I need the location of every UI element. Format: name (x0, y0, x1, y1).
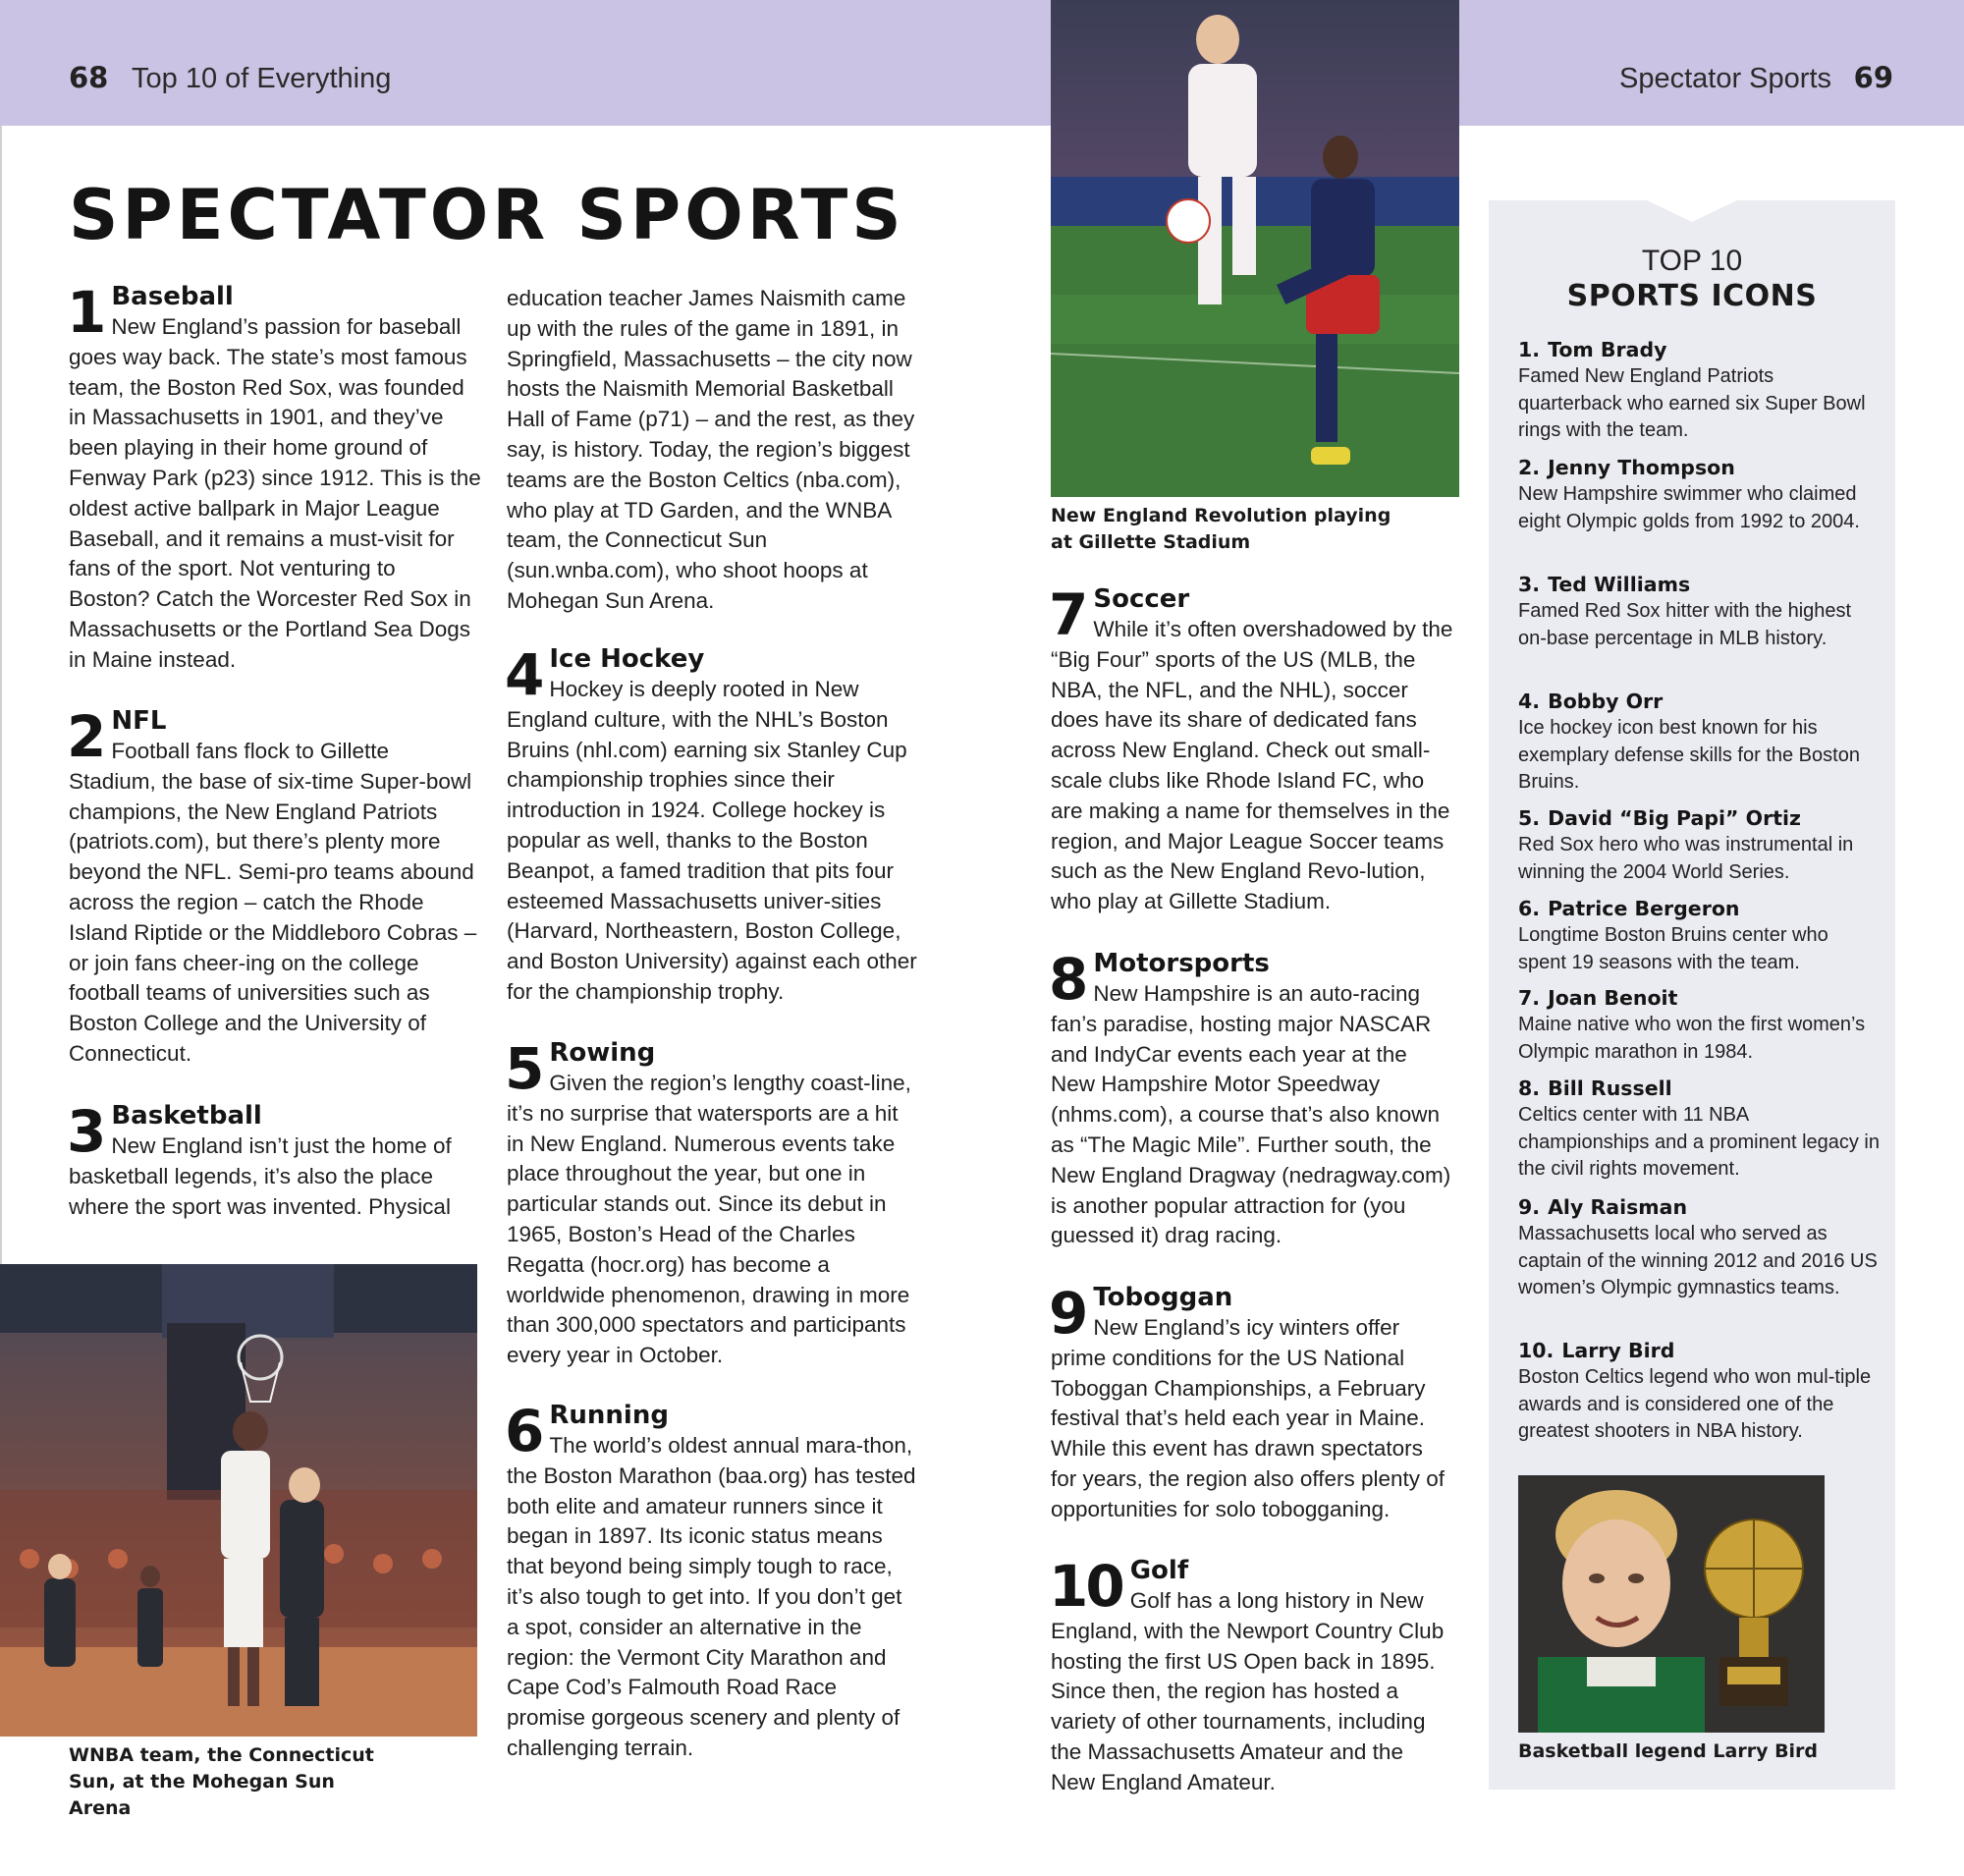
page-number-left: 68 (69, 61, 109, 94)
item-name: Patrice Bergeron (1548, 897, 1740, 920)
entry-number: 3 (67, 1098, 104, 1165)
sidebar-item (1518, 1193, 1882, 1302)
wnba-arena-illustration (0, 1264, 477, 1737)
caption-soccer-photo: New England Revolution playing at Gillette Stadium (1051, 505, 1391, 553)
sidebar-title-line1: TOP 10 (1641, 245, 1743, 277)
entry-text: Football fans flock to Gillette Stadium, the base of six-time Super-bowl champions, the New England Patriots (patriots.com), but there’s plenty more beyond the NFL. Semi-pro teams abound across the region – catch the Rhode Island Riptide or the Middleboro Cobras – or join fans cheer-ing on the college football teams of universities such as Boston College and the University of Connecticut. (69, 739, 477, 1066)
entry-ice-hockey (507, 643, 919, 1008)
caption-wnba-photo: WNBA team, the Connecticut Sun, at the Mohegan Sun Arena (69, 1744, 374, 1819)
sidebar-notch-icon (1643, 198, 1741, 224)
entry-number: 9 (1049, 1280, 1086, 1347)
item-rank: 9. (1518, 1195, 1541, 1219)
entry-heading: Soccer (1093, 584, 1190, 614)
item-rank: 6. (1518, 897, 1541, 920)
sidebar-item (1518, 895, 1882, 976)
entry-number: 6 (505, 1398, 542, 1464)
item-rank: 1. (1518, 338, 1541, 361)
entry-toboggan (1051, 1282, 1453, 1525)
photo-wnba-game (0, 1264, 477, 1737)
sidebar-item (1518, 1075, 1882, 1184)
entry-motorsports (1051, 948, 1453, 1251)
entry-text: Given the region’s lengthy coast-line, it’s no surprise that watersports are a hit in New England. Numerous events take place throughout the year, but one in particular stands out. Since its debut in 1965, Boston’s Head of the Charles Regatta (hocr.org) has become a worldwide phenomenon, drawing in more than 300,000 spectators and participants every year in October. (507, 1071, 911, 1368)
soccer-illustration (1051, 0, 1459, 497)
caption-larry-bird-photo: Basketball legend Larry Bird (1518, 1740, 1819, 1762)
item-name: Joan Benoit (1548, 986, 1678, 1010)
sidebar-item (1518, 571, 1882, 652)
entry-text: While it’s often overshadowed by the “Big Four” sports of the US (MLB, the NBA, the NFL, and the NHL), soccer does have its share of dedicated fans across New England. Check out small-scale clubs like Rhode Island FC, who are making a name for themselves in the region, and Major League Soccer teams such as the New England Revo-lution, who play at Gillette Stadium. (1051, 617, 1453, 914)
entry-soccer (1051, 583, 1453, 917)
item-desc: Longtime Boston Bruins center who spent 19 seasons with the team. (1518, 924, 1828, 973)
entry-heading: Rowing (549, 1038, 656, 1068)
entry-rowing (507, 1037, 919, 1371)
item-rank: 5. (1518, 806, 1541, 830)
entry-baseball (69, 281, 481, 676)
item-name: Larry Bird (1561, 1339, 1675, 1362)
item-name: Aly Raisman (1548, 1195, 1688, 1219)
entry-heading: Baseball (111, 282, 234, 311)
running-head-right: Spectator Sports (1619, 63, 1831, 94)
entry-heading: Motorsports (1093, 949, 1270, 978)
entry-nfl (69, 705, 481, 1070)
entry-heading: Running (549, 1401, 669, 1430)
item-rank: 10. (1518, 1339, 1555, 1362)
page-border-left (0, 126, 2, 1264)
entry-number: 1 (67, 279, 104, 346)
item-rank: 8. (1518, 1076, 1541, 1100)
larry-bird-illustration (1518, 1475, 1825, 1733)
page-number-right: 69 (1853, 61, 1893, 94)
item-desc: New Hampshire swimmer who claimed eight Olympic golds from 1992 to 2004. (1518, 483, 1860, 532)
entry-number: 5 (505, 1035, 542, 1102)
photo-soccer-match (1051, 0, 1459, 497)
entry-number: 2 (67, 703, 104, 770)
item-rank: 2. (1518, 456, 1541, 479)
item-desc: Maine native who won the first women’s Olympic marathon in 1984. (1518, 1014, 1866, 1063)
entry-heading: Golf (1129, 1556, 1189, 1585)
item-name: Bill Russell (1548, 1076, 1672, 1100)
sidebar-item (1518, 336, 1882, 445)
entry-number: 7 (1049, 581, 1086, 648)
entry-number: 8 (1049, 946, 1086, 1013)
entry-text: The world’s oldest annual mara-thon, the Boston Marathon (baa.org) has tested both elite and amateur runners since it began in 1897. Its iconic status means that beyond being simply tough to race, it’s also tough to get into. If you don’t get a spot, consider an alternative in the region: the Vermont City Marathon and Cape Cod’s Falmouth Road Race promise gorgeous scenery and plenty of challenging terrain. (507, 1433, 916, 1760)
item-desc: Ice hockey icon best known for his exemplary defense skills for the Boston Bruins. (1518, 717, 1860, 793)
entry-heading: Toboggan (1093, 1283, 1233, 1312)
sidebar-item (1518, 804, 1882, 886)
entry-heading: Ice Hockey (549, 644, 705, 674)
entry-basketball (69, 1100, 481, 1222)
entry-text: New England’s passion for baseball goes way back. The state’s most famous team, the Boston Red Sox, was founded in Massachusetts in 1901, and they’ve been playing in their home ground of Fenway Park (p23) since 1912. This is the oldest active ballpark in Major League Baseball, and it remains a must-visit for fans of the sport. Not venturing to Boston? Catch the Worcester Red Sox in Massachusetts or the Portland Sea Dogs in Maine instead. (69, 314, 481, 672)
entry-text: New Hampshire is an auto-racing fan’s paradise, hosting major NASCAR and IndyCar events each year at the New Hampshire Motor Speedway (nhms.com), a course that’s also known as “The Magic Mile”. Further south, the New England Dragway (nedragway.com) is another popular attraction for (you guessed it) drag racing. (1051, 981, 1451, 1248)
entry-number: 4 (505, 641, 542, 708)
sidebar-item (1518, 454, 1882, 535)
entry-text: Hockey is deeply rooted in New England culture, with the NHL’s Boston Bruins (nhl.com) earning six Stanley Cup championship trophies since their introduction in 1924. College hockey is popular as well, thanks to the Boston Beanpot, a famed tradition that pits four esteemed Massachusetts univer-sities (Harvard, Northeastern, Boston College, and Boston University) against each other for the championship trophy. (507, 677, 917, 1004)
page-title: SPECTATOR SPORTS (69, 175, 905, 255)
sidebar-item (1518, 688, 1882, 797)
sidebar-top10-icons (1489, 200, 1895, 1790)
sidebar-item (1518, 984, 1882, 1066)
item-desc: Celtics center with 11 NBA championships and a prominent legacy in the civil rights movement. (1518, 1104, 1880, 1180)
sidebar-title-line2: SPORTS ICONS (1566, 279, 1818, 313)
item-rank: 4. (1518, 690, 1541, 713)
item-rank: 3. (1518, 573, 1541, 596)
item-name: David “Big Papi” Ortiz (1548, 806, 1801, 830)
item-desc: Massachusetts local who served as captain of the winning 2012 and 2016 US women’s Olympic gymnastics teams. (1518, 1223, 1878, 1298)
running-head-left: Top 10 of Everything (132, 63, 392, 94)
entry-heading: NFL (111, 706, 167, 736)
entry-heading: Basketball (111, 1101, 262, 1131)
entry-text: New England isn’t just the home of basketball legends, it’s also the place where the sport was invented. Physical (69, 1133, 452, 1219)
item-desc: Famed Red Sox hitter with the highest on-base percentage in MLB history. (1518, 600, 1852, 649)
photo-larry-bird (1518, 1475, 1825, 1733)
entry-text: Golf has a long history in New England, with the Newport Country Club hosting the first US Open back in 1895. Since then, the region has hosted a variety of other tournaments, including the Massachusetts Amateur and the New England Amateur. (1051, 1588, 1445, 1794)
entry-number: 10 (1049, 1553, 1122, 1620)
item-name: Jenny Thompson (1548, 456, 1735, 479)
item-desc: Red Sox hero who was instrumental in winning the 2004 World Series. (1518, 834, 1854, 883)
entry-running (507, 1400, 919, 1764)
item-name: Tom Brady (1548, 338, 1667, 361)
entry-basketball-continued: education teacher James Naismith came up with the rules of the game in 1891, in Springfield, Massachusetts – the city now hosts the Naismith Memorial Basketball Hall of Fame (p71) – and the rest, as they say, is history. Today, the region’s biggest teams are the Boston Celtics (nba.com), who play at TD Garden, and the WNBA team, the Connecticut Sun (sun.wnba.com), who shoot hoops at Mohegan Sun Arena. (507, 286, 915, 613)
item-desc: Famed New England Patriots quarterback who earned six Super Bowl rings with the team. (1518, 365, 1866, 441)
item-name: Ted Williams (1548, 573, 1691, 596)
entry-golf (1051, 1555, 1453, 1798)
item-name: Bobby Orr (1548, 690, 1664, 713)
item-desc: Boston Celtics legend who won mul-tiple awards and is considered one of the greatest shooters in NBA history. (1518, 1366, 1872, 1442)
entry-text: New England’s icy winters offer prime conditions for the US National Toboggan Championships, a February festival that’s held each year in Maine. While this event has drawn spectators for years, the region also offers plenty of opportunities for solo tobogganing. (1051, 1315, 1446, 1521)
item-rank: 7. (1518, 986, 1541, 1010)
sidebar-item (1518, 1337, 1882, 1446)
